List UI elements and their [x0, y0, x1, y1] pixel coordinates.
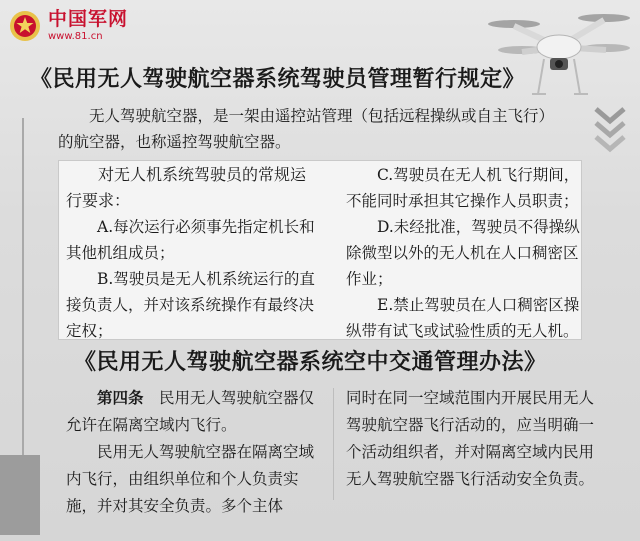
article-label: 第四条: [97, 389, 144, 407]
side-strip: [0, 455, 40, 535]
army-emblem-icon: [8, 9, 42, 43]
requirement-item-c: C.驾驶员在无人机飞行期间，不能同时承担其它操作人员职责；: [346, 166, 580, 210]
article-left-column: [66, 385, 324, 520]
article-text-1: 民用无人驾驶航空器仅允许在隔离空域内飞行。: [66, 389, 315, 434]
requirement-item-b: B.驾驶员是无人机系统运行的直接负责人，并对该系统操作有最终决定权；: [66, 270, 315, 340]
requirement-item-e: E.禁止驾驶员在人口稠密区操纵带有试飞或试验性质的无人机。: [346, 296, 580, 340]
site-url: www.81.cn: [48, 31, 103, 42]
requirement-item-d: D.未经批准，驾驶员不得操纵除微型以外的无人机在人口稠密区作业；: [346, 218, 580, 288]
article-paragraph-2: 民用无人驾驶航空器在隔离空域内飞行，由组织单位和个人负责实施，并对其安全负责。多个主体: [66, 443, 315, 515]
regulation1-intro: 无人驾驶航空器，是一架由遥控站管理（包括远程操纵或自主飞行）的航空器，也称遥控驾驶航空器。: [58, 107, 555, 151]
requirements-left-column: [66, 162, 318, 344]
site-name: 中国军网: [48, 8, 129, 30]
article-paragraph-1: [66, 385, 324, 439]
column-divider: [333, 388, 334, 500]
article-right-column: [346, 385, 608, 493]
drone-icon: [484, 2, 634, 112]
regulation1-title: 《民用无人驾驶航空器系统驾驶员管理暂行规定》: [30, 66, 526, 92]
requirement-item-a: A.每次运行必须事先指定机长和其他机组成员；: [66, 218, 315, 262]
requirements-lead: 对无人机系统驾驶员的常规运行要求：: [66, 165, 307, 210]
chevron-down-icon: [590, 103, 630, 153]
article-paragraph-3: 同时在同一空域范围内开展民用无人驾驶航空器飞行活动的，应当明确一个活动组织者，并对隔离空域内民用无人驾驶航空器飞行活动安全负责。: [346, 389, 595, 488]
regulation2-title: 《民用无人驾驶航空器系统空中交通管理办法》: [74, 349, 547, 375]
requirements-right-column: [346, 162, 590, 344]
site-logo[interactable]: [8, 6, 128, 46]
